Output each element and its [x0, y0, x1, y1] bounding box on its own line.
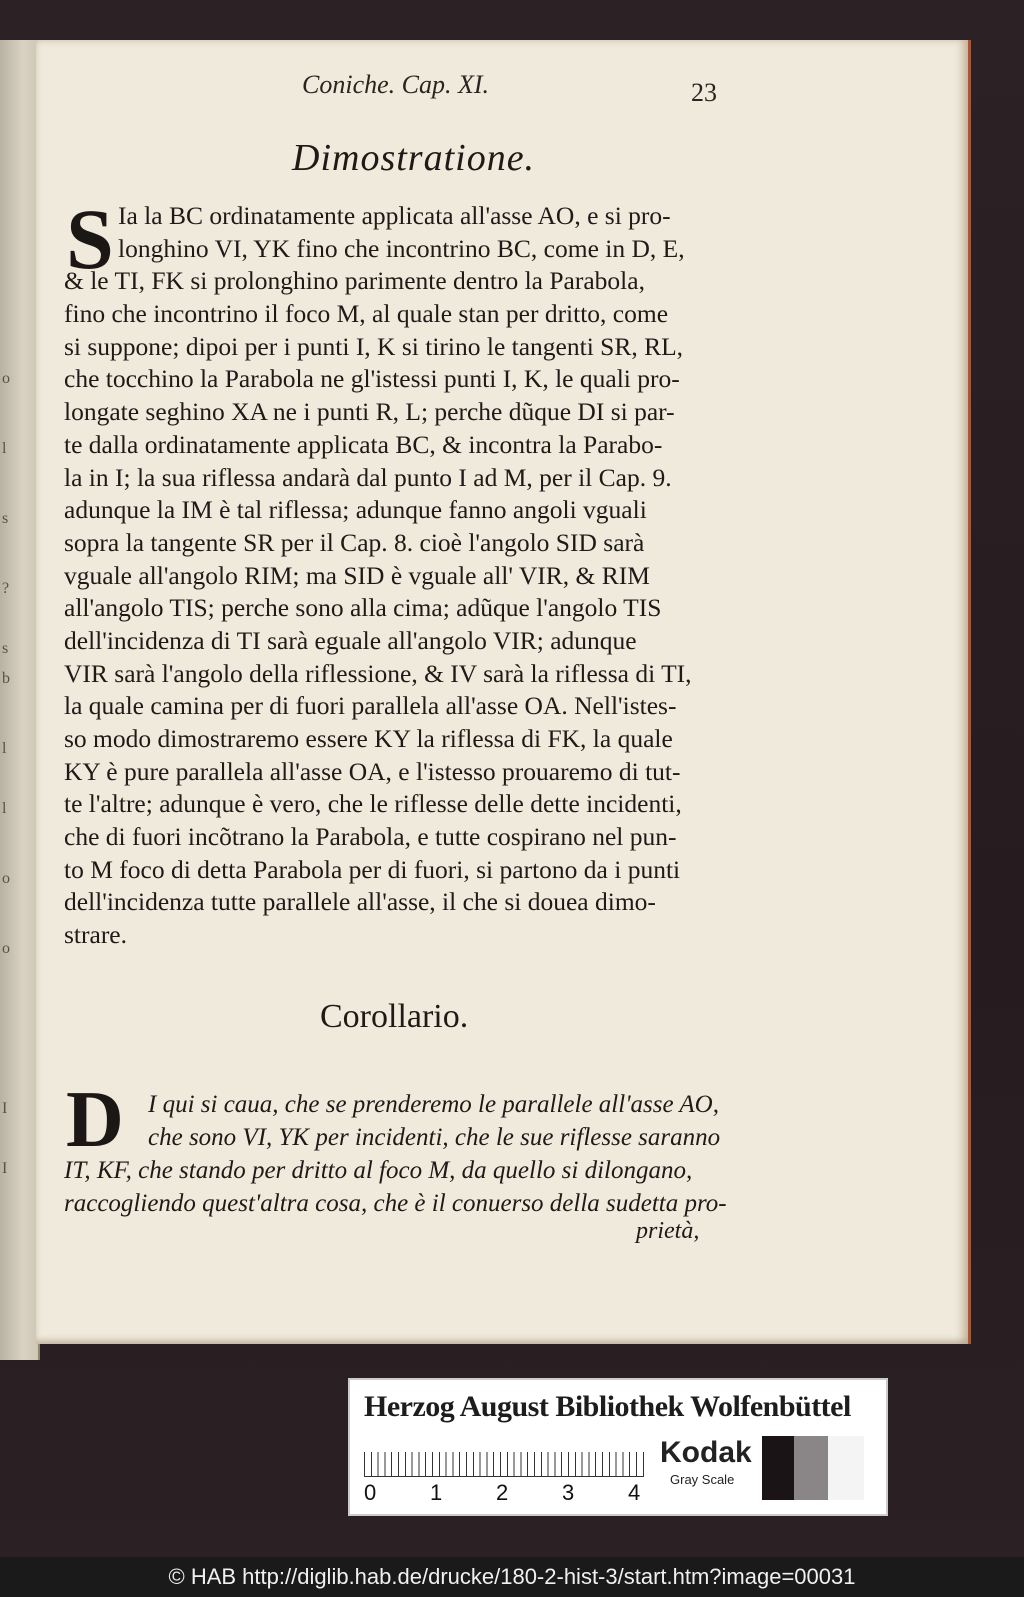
text-line: Ia la BC ordinatamente applicata all'asse AO, e si pro-: [118, 201, 671, 230]
text-line: te dalla ordinatamente applicata BC, & incontra la Parabo-: [64, 429, 663, 459]
gray-scale-label: Gray Scale: [670, 1472, 735, 1487]
text-line: te l'altre; adunque è vero, che le riflesse delle dette incidenti,: [64, 789, 682, 819]
running-head: Coniche. Cap. XI.: [302, 70, 490, 99]
text-line: fino che incontrino il foco M, al quale stan per dritto, come: [64, 299, 669, 329]
corollary-text: [64, 1088, 776, 1220]
text-line: vguale all'angolo RIM; ma SID è vguale all' VIR, & RIM: [64, 560, 650, 590]
ruler-scale: [364, 1442, 644, 1477]
text-line: la in I; la sua riflessa andarà dal punto I ad M, per il Cap. 9.: [64, 462, 672, 492]
color-target-card: [348, 1378, 888, 1516]
facing-page-edge: o l s ? s b l l o o I I: [0, 40, 40, 1360]
library-name: Herzog August Bibliothek Wolfenbüttel: [364, 1390, 851, 1423]
text-line: KY è pure parallela all'asse OA, e l'istesso prouaremo di tut-: [64, 756, 681, 786]
text-line: longhino VI, YK fino che incontrino BC, come in D, E,: [118, 233, 685, 263]
text-line: si suppone; dipoi per i punti I, K si tirino le tangenti SR, RL,: [64, 331, 684, 361]
drop-cap-s: S: [66, 191, 114, 287]
catchword: prietà,: [636, 1218, 700, 1244]
body-text: [64, 200, 776, 952]
text-line: to M foco di detta Parabola per di fuori, si partono da i punti: [64, 854, 681, 884]
text-line: longate seghino XA ne i punti R, L; perche dũque DI si par-: [64, 397, 675, 427]
text-line: all'angolo TIS; perche sono alla cima; adũque l'angolo TIS: [64, 593, 662, 623]
footer-credit: © HAB http://diglib.hab.de/drucke/180-2-hist-3/start.htm?image=00031: [0, 1557, 1024, 1597]
text-line: strare.: [64, 920, 128, 950]
text-line: VIR sarà l'angolo della riflessione, & IV sarà la riflessa di TI,: [64, 658, 692, 688]
drop-cap-d: D: [66, 1076, 124, 1164]
text-line: dell'incidenza di TI sarà eguale all'angolo VIR; adunque: [64, 625, 637, 655]
text-line: I qui si caua, che se prenderemo le parallele all'asse AO,: [148, 1091, 719, 1118]
ruler-label: 3: [562, 1480, 575, 1505]
ruler-label: 2: [496, 1480, 509, 1505]
text-line: IT, KF, che stando per dritto al foco M, da quello si dilongano,: [64, 1157, 693, 1184]
text-line: dell'incidenza tutte parallele all'asse, il che si douea dimo-: [64, 887, 656, 917]
text-line: adunque la IM è tal riflessa; adunque fanno angoli vguali: [64, 495, 647, 525]
page-number: 23: [691, 78, 717, 107]
section-title-corollario: Corollario.: [320, 998, 469, 1035]
text-line: sopra la tangente SR per il Cap. 8. cioè l'angolo SID sarà: [64, 527, 645, 557]
text-line: raccogliendo quest'altra cosa, che è il conuerso della sudetta pro-: [64, 1190, 727, 1217]
text-line: la quale camina per di fuori parallela all'asse OA. Nell'istes-: [64, 691, 677, 721]
text-line: so modo dimostraremo essere KY la riflessa di FK, la quale: [64, 724, 673, 753]
section-title-dimostratione: Dimostratione.: [292, 137, 536, 179]
ruler-label: 0: [364, 1480, 377, 1505]
ruler-label: 4: [628, 1480, 641, 1505]
gray-swatch-mid: [794, 1436, 828, 1500]
text-line: & le TI, FK si prolonghino parimente dentro la Parabola,: [64, 266, 645, 296]
gray-swatch-light: [828, 1436, 864, 1500]
kodak-logo: Kodak: [660, 1436, 752, 1469]
book-page: [36, 40, 971, 1344]
ruler-label: 1: [430, 1480, 443, 1505]
text-line: che sono VI, YK per incidenti, che le sue riflesse saranno: [148, 1124, 721, 1151]
gray-swatch-dark: [762, 1436, 794, 1500]
text-line: che tocchino la Parabola ne gl'istessi punti I, K, le quali pro-: [64, 364, 680, 394]
text-line: che di fuori incõtrano la Parabola, e tutte cospirano nel pun-: [64, 822, 677, 852]
